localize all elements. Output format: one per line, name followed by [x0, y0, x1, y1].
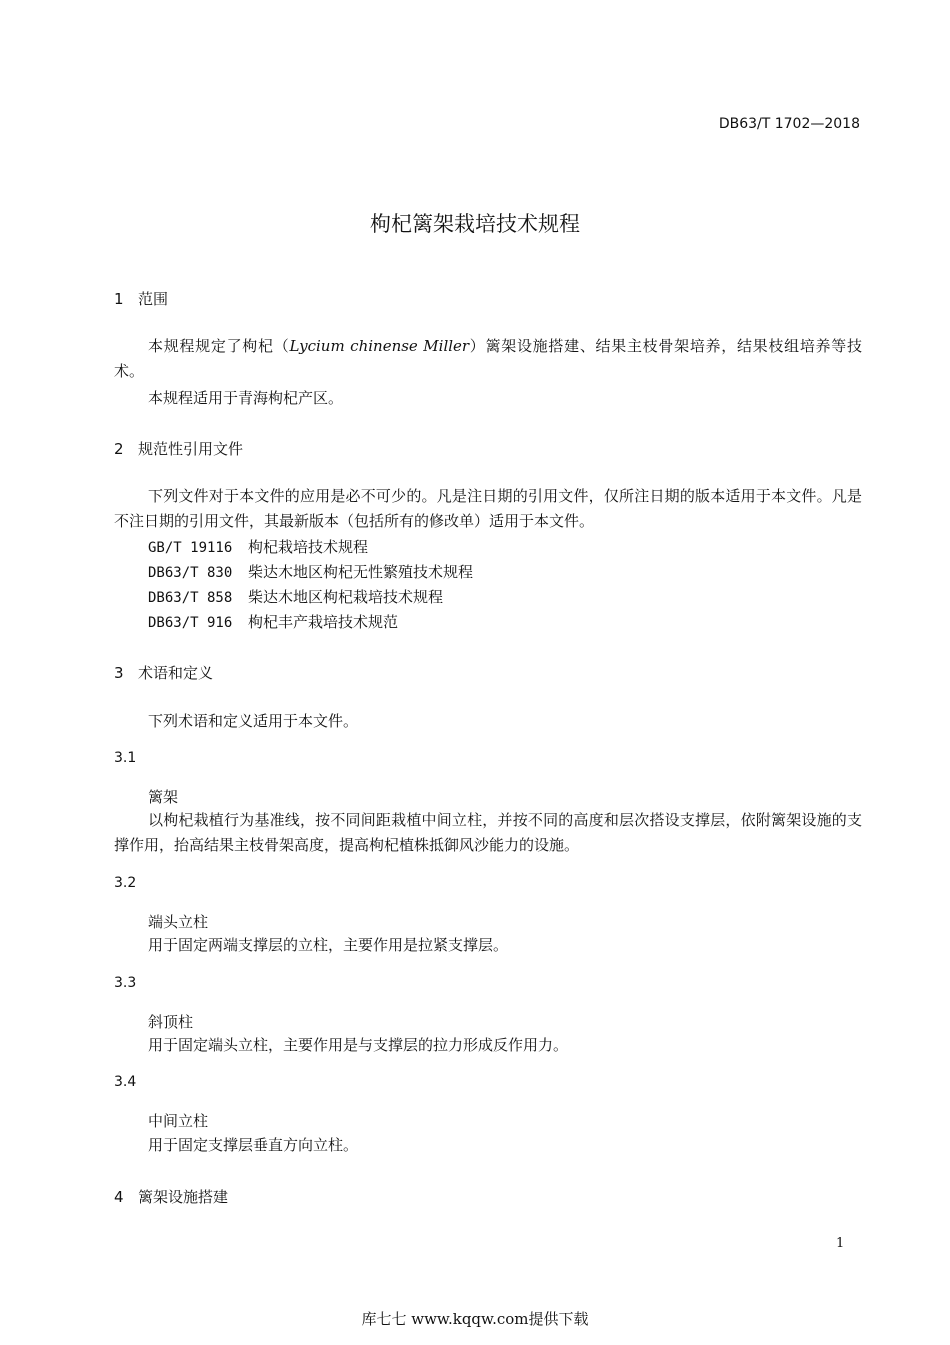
latin-name: Lycium chinense Miller — [289, 337, 470, 355]
download-footer: 库七七 www.kqqw.com提供下载 — [361, 1310, 589, 1328]
section-2-heading — [114, 438, 243, 459]
term-definition: 用于固定支撑层垂直方向立柱。 — [148, 1136, 359, 1154]
term-number: 3.4 — [114, 1074, 137, 1090]
term-name: 斜顶柱 — [148, 1013, 194, 1031]
reference-code: DB63/T 858 — [148, 590, 233, 606]
section-title: 术语和定义 — [138, 664, 214, 682]
section-2-paragraph: 下列文件对于本文件的应用是必不可少的。凡是注日期的引用文件，仅所注日期的版本适用于本文件。凡是不注日期的引用文件，其最新版本（包括所有的修改单）适用于本文件。 — [114, 487, 862, 530]
reference-item — [148, 586, 443, 607]
reference-name: 柴达木地区枸杞栽培技术规程 — [248, 588, 444, 606]
term-number: 3.1 — [114, 750, 137, 766]
reference-name: 枸杞栽培技术规程 — [248, 538, 369, 556]
term-number: 3.2 — [114, 875, 137, 891]
reference-item — [148, 611, 398, 632]
document-title: 枸杞篱架栽培技术规程 — [370, 212, 580, 236]
term-name: 中间立柱 — [148, 1112, 209, 1130]
section-1-paragraph-2: 本规程适用于青海枸杞产区。 — [148, 389, 344, 407]
section-3-heading — [114, 662, 213, 683]
reference-item — [148, 561, 473, 582]
term-name: 篱架 — [148, 788, 179, 806]
reference-code: DB63/T 830 — [148, 565, 233, 581]
section-number: 4 — [114, 1188, 124, 1206]
section-number: 2 — [114, 440, 124, 458]
section-title: 范围 — [138, 290, 169, 308]
term-definition: 用于固定端头立柱，主要作用是与支撑层的拉力形成反作用力。 — [148, 1036, 569, 1054]
reference-name: 柴达木地区枸杞无性繁殖技术规程 — [248, 563, 474, 581]
reference-name: 枸杞丰产栽培技术规范 — [248, 613, 399, 631]
term-definition: 用于固定两端支撑层的立柱，主要作用是拉紧支撑层。 — [148, 936, 509, 954]
reference-code: DB63/T 916 — [148, 615, 233, 631]
section-1-heading — [114, 288, 168, 309]
standard-code: DB63/T 1702—2018 — [718, 116, 860, 132]
section-title: 规范性引用文件 — [138, 440, 244, 458]
section-title: 篱架设施搭建 — [138, 1188, 229, 1206]
page-number: 1 — [836, 1236, 845, 1251]
term-name: 端头立柱 — [148, 913, 209, 931]
section-1-paragraph-1: 本规程规定了枸杞（Lycium chinense Miller）篱架设施搭建、结果主枝骨架培养，结果枝组培养等技术。 — [114, 337, 862, 380]
section-number: 1 — [114, 290, 124, 308]
section-number: 3 — [114, 664, 124, 682]
reference-code: GB/T 19116 — [148, 540, 233, 556]
term-definition: 以枸杞栽植行为基准线，按不同间距栽植中间立柱，并按不同的高度和层次搭设支撑层，依附篱架设施的支撑作用，抬高结果主枝骨架高度，提高枸杞植株抵御风沙能力的设施。 — [114, 811, 862, 854]
term-number: 3.3 — [114, 975, 137, 991]
section-4-heading — [114, 1186, 228, 1207]
reference-item — [148, 536, 368, 557]
section-3-intro: 下列术语和定义适用于本文件。 — [148, 712, 359, 730]
